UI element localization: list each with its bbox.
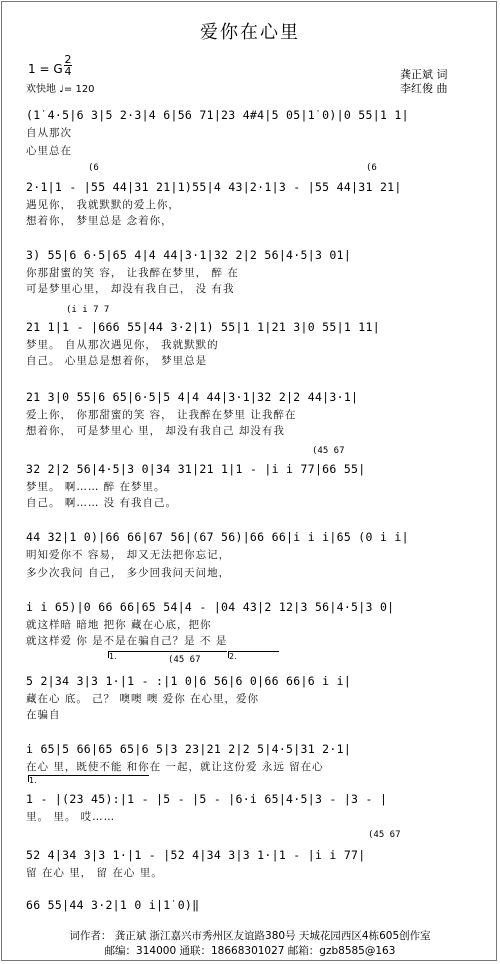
footer-contact: 邮编：314000 通联：18668301027 邮箱：gzb8585@163	[104, 945, 396, 957]
cue-mark: (45 67	[168, 655, 201, 665]
footer-address: 词作者： 龚正斌 浙江嘉兴市秀州区友谊路380号 天城花园西区4栋605创作室	[69, 930, 431, 942]
notation-line-4: 21 1|1 - |666 55|44 3·2|1) 55|1 1|21 3|0 55|1 11|	[26, 320, 380, 334]
lyric-line-5b: 想着你， 可是梦里心 里， 却没有我自己 却没有我	[26, 425, 285, 437]
lyric-line-10a: 在心 里，既使不能 和你在 一起，就让这份爱 永远 留在心	[26, 761, 324, 773]
lyric-line-3b: 可是梦里心里， 却没有我自己， 没 有我	[26, 283, 235, 295]
notation-line-10: i 65|5 66|65 65|6 5|3 23|21 2|2 5|4·5|31 2·1|	[26, 742, 352, 756]
lyric-line-7a: 明知爱你不 容易， 却又无法把你忘记，	[26, 549, 231, 561]
lyric-line-5a: 爱上你， 你那甜蜜的笑 容， 让我醉在梦里 让我醉在	[26, 409, 297, 421]
volta-bracket-1: 1.	[108, 651, 227, 658]
lyric-line-12a: 留 在心 里， 留 在心 里。	[26, 867, 163, 879]
lyric-line-9a: 藏在心 底。 己？ 噢噢 噢 爱你 在心里，爱你	[26, 693, 260, 705]
key-signature: 1 = G	[28, 62, 63, 76]
lyric-line-4b: 自己。 心里总是想着你， 梦里总是	[26, 355, 208, 367]
cue-mark: (45 67	[312, 446, 345, 456]
lyric-line-2b: 想着你， 梦里总是 念着你，	[26, 215, 173, 227]
lyric-line-3a: 你那甜蜜的笑 容， 让我醉在梦里， 醉 在	[26, 267, 239, 279]
lyric-line-1b: 心里总在	[26, 145, 72, 157]
notation-line-3: 3) 55|6 6·5|65 4|4 44|3·1|32 2|2 56|4·5|3 01|	[26, 248, 352, 262]
notation-line-5: 21 3|0 55|6 65|6·5|5 4|4 44|3·1|32 2|2 44|3·1|	[26, 390, 359, 404]
meter-bottom: 4	[64, 65, 72, 78]
notation-line-13: 66 55|44 3·2|1 0 i|1̇ 0)‖	[26, 898, 200, 912]
lyric-line-1a: 自从那次	[26, 127, 72, 139]
lyric-line-6a: 梦里。 啊…… 醉 在梦里。	[26, 481, 166, 493]
lyric-line-9b: 在骗自	[26, 709, 61, 721]
notation-line-12: 52 4|34 3|3 1·|1 - |52 4|34 3|3 1·|1 - |i i 77|	[26, 848, 366, 862]
cue-mark: (i i 7 7	[66, 305, 110, 315]
song-title: 爱你在心里	[200, 22, 300, 43]
lyric-line-8b: 就这样爱 你 是不是在骗自己？是 不 是	[26, 635, 228, 647]
cue-mark: (6	[88, 163, 99, 173]
notation-line-7: 44 32|1 0)|66 66|67 56|(67 56)|66 66|i i i|65 (0 i i|	[26, 530, 409, 544]
cue-mark: (6	[366, 163, 377, 173]
lyric-line-6b: 自己。 啊…… 没 有我自己。	[26, 497, 178, 509]
tempo-marking: 欢快地 ♩= 120	[26, 84, 95, 95]
notation-line-1: (1̇ 4·5|6 3|5 2·3|4 6|56 71|23 4#4|5 05|1̇ 0)|0 55|1 1|	[26, 108, 409, 122]
notation-line-2: 2·1|1 - |55 44|31 21|1)55|4 43|2·1|3 - |55 44|31 21|	[26, 180, 402, 194]
notation-line-9: 5 2|34 3|3 1·|1 - :|1 0|6 56|6 0|66 66|6 i i|	[26, 674, 352, 688]
volta-bracket-2: 2.	[228, 651, 279, 658]
lyric-line-8a: 就这样暗 暗地 把你 藏在心底，把你	[26, 619, 212, 631]
time-signature	[64, 54, 72, 77]
lyric-line-11a: 里。 里。 哎……	[26, 811, 116, 823]
lyricist-credit: 龚正斌 词	[400, 68, 448, 81]
composer-credit: 李红俊 曲	[400, 82, 448, 95]
lyric-line-4a: 梦里。 自从那次遇见你， 我就默默的	[26, 339, 219, 351]
notation-line-11: 1 - |(23 45):|1 - |5 - |5 - |6·i 65|4·5|3 - |3 - |	[26, 792, 388, 806]
cue-mark: (45 67	[368, 830, 401, 840]
volta-bracket-1b: 1.	[28, 775, 149, 782]
notation-line-8: i i 65)|0 66 66|65 54|4 - |04 43|2 12|3 56|4·5|3 0|	[26, 600, 395, 614]
notation-line-6: 32 2|2 56|4·5|3 0|34 31|21 1|1 - |i i 77|66 55|	[26, 462, 366, 476]
meter-top: 2	[64, 53, 72, 66]
lyric-line-2a: 遇见你， 我就默默的爱上你，	[26, 199, 180, 211]
lyric-line-7b: 多少次我问 自己， 多少回我问天问地，	[26, 567, 231, 579]
